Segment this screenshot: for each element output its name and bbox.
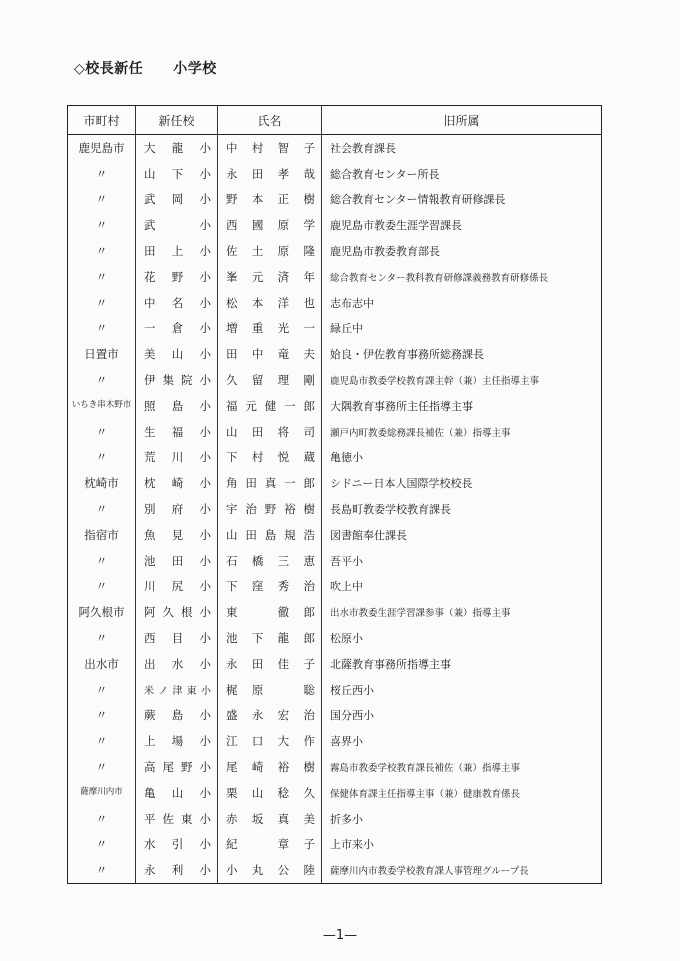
row-name: 宇治野裕樹 bbox=[218, 496, 322, 522]
row-city: 〃 bbox=[95, 166, 108, 181]
row-previous-post: 保健体育課主任指導主事（兼）健康教育係長 bbox=[322, 780, 602, 806]
row-previous-post: 薩摩川内市教委学校教育課人事管理グループ長 bbox=[322, 857, 602, 883]
row-previous-post: 折多小 bbox=[322, 806, 602, 832]
row-new-school: 魚見小 bbox=[136, 522, 218, 548]
row-name: 栗山稔久 bbox=[218, 780, 322, 806]
row-new-school: 山下小 bbox=[136, 161, 218, 187]
table-row bbox=[68, 857, 602, 883]
row-new-school: 阿久根小 bbox=[136, 599, 218, 625]
row-name: 永田佳子 bbox=[218, 651, 322, 677]
row-city: 〃 bbox=[95, 269, 108, 284]
row-new-school: 蕨島小 bbox=[136, 703, 218, 729]
row-new-school: 武岡小 bbox=[136, 187, 218, 213]
row-new-school: 米ノ津東小 bbox=[136, 677, 218, 703]
row-name: 峯元済年 bbox=[218, 264, 322, 290]
row-previous-post: 鹿児島市教委学校教育課主幹（兼）主任指導主事 bbox=[322, 367, 602, 393]
row-previous-post: 出水市教委生涯学習課参事（兼）指導主事 bbox=[322, 599, 602, 625]
table-row bbox=[68, 548, 602, 574]
row-previous-post: 上市来小 bbox=[322, 832, 602, 858]
row-new-school: 照島小 bbox=[136, 393, 218, 419]
row-city: 〃 bbox=[95, 579, 108, 594]
row-new-school: 枕崎小 bbox=[136, 470, 218, 496]
table-row bbox=[68, 754, 602, 780]
header-previous-post: 旧所属 bbox=[322, 106, 602, 135]
row-new-school: 美山小 bbox=[136, 341, 218, 367]
appointment-table bbox=[67, 105, 602, 884]
table-row bbox=[68, 625, 602, 651]
row-name: 紀 章子 bbox=[218, 832, 322, 858]
table-row bbox=[68, 419, 602, 445]
row-city: 〃 bbox=[95, 682, 108, 697]
table-row bbox=[68, 806, 602, 832]
row-city: 指宿市 bbox=[84, 527, 119, 542]
row-city: 〃 bbox=[95, 295, 108, 310]
row-new-school: 伊集院小 bbox=[136, 367, 218, 393]
row-previous-post: 大隅教育事務所主任指導主事 bbox=[322, 393, 602, 419]
row-new-school: 上場小 bbox=[136, 728, 218, 754]
table-row bbox=[68, 651, 602, 677]
table-row bbox=[68, 574, 602, 600]
header-city: 市町村 bbox=[68, 106, 136, 135]
row-city: 〃 bbox=[95, 244, 108, 259]
row-city: 枕崎市 bbox=[84, 476, 119, 491]
row-city: 〃 bbox=[95, 424, 108, 439]
table-body bbox=[68, 135, 602, 884]
row-previous-post: 吹上中 bbox=[322, 574, 602, 600]
row-new-school: 水引小 bbox=[136, 832, 218, 858]
page-heading bbox=[74, 58, 217, 78]
row-previous-post: 桜丘西小 bbox=[322, 677, 602, 703]
row-new-school: 平佐東小 bbox=[136, 806, 218, 832]
row-previous-post: 緑丘中 bbox=[322, 316, 602, 342]
table-row bbox=[68, 341, 602, 367]
table-row bbox=[68, 445, 602, 471]
row-previous-post: 図書館奉仕課長 bbox=[322, 522, 602, 548]
row-city: 〃 bbox=[95, 502, 108, 517]
row-city: 〃 bbox=[95, 450, 108, 465]
header-name: 氏名 bbox=[218, 106, 322, 135]
row-previous-post: 喜界小 bbox=[322, 728, 602, 754]
header-new-school: 新任校 bbox=[136, 106, 218, 135]
row-previous-post: 社会教育課長 bbox=[322, 135, 602, 161]
row-new-school: 川尻小 bbox=[136, 574, 218, 600]
row-previous-post: 総合教育センター所長 bbox=[322, 161, 602, 187]
row-previous-post: 松原小 bbox=[322, 625, 602, 651]
row-name: 池下龍郎 bbox=[218, 625, 322, 651]
row-previous-post: 総合教育センター情報教育研修課長 bbox=[322, 187, 602, 213]
row-name: 赤坂真美 bbox=[218, 806, 322, 832]
table-row bbox=[68, 161, 602, 187]
row-city: 阿久根市 bbox=[78, 605, 125, 620]
row-previous-post: 霧島市教委学校教育課長補佐（兼）指導主事 bbox=[322, 754, 602, 780]
row-name: 山田将司 bbox=[218, 419, 322, 445]
table-row bbox=[68, 832, 602, 858]
row-previous-post: 長島町教委学校教育課長 bbox=[322, 496, 602, 522]
row-city: 〃 bbox=[95, 734, 108, 749]
heading-title: ◇校長新任 bbox=[74, 61, 144, 77]
row-city: いちき串木野市 bbox=[71, 400, 132, 411]
row-name: 下村悦蔵 bbox=[218, 445, 322, 471]
row-city: 〃 bbox=[95, 218, 108, 233]
table-row bbox=[68, 238, 602, 264]
table-row bbox=[68, 728, 602, 754]
table-row bbox=[68, 522, 602, 548]
row-new-school: 亀山小 bbox=[136, 780, 218, 806]
table-row bbox=[68, 367, 602, 393]
page-number: —1— bbox=[322, 928, 358, 943]
row-new-school: 生福小 bbox=[136, 419, 218, 445]
row-city: 〃 bbox=[95, 192, 108, 207]
row-new-school: 武 小 bbox=[136, 212, 218, 238]
row-city: 〃 bbox=[95, 708, 108, 723]
row-new-school: 荒川小 bbox=[136, 445, 218, 471]
table-header-row bbox=[68, 106, 602, 135]
row-new-school: 別府小 bbox=[136, 496, 218, 522]
row-name: 松本洋也 bbox=[218, 290, 322, 316]
row-name: 下窪秀治 bbox=[218, 574, 322, 600]
row-city: 〃 bbox=[95, 321, 108, 336]
row-name: 福元健一郎 bbox=[218, 393, 322, 419]
row-city: 〃 bbox=[95, 811, 108, 826]
table-row bbox=[68, 677, 602, 703]
table-row bbox=[68, 290, 602, 316]
row-city: 〃 bbox=[95, 837, 108, 852]
row-city: 〃 bbox=[95, 863, 108, 878]
row-name: 小丸公陸 bbox=[218, 857, 322, 883]
row-new-school: 高尾野小 bbox=[136, 754, 218, 780]
row-previous-post: 総合教育センター教科教育研修課義務教育研修係長 bbox=[322, 264, 602, 290]
row-city: 〃 bbox=[95, 631, 108, 646]
row-name: 野本正樹 bbox=[218, 187, 322, 213]
row-city: 〃 bbox=[95, 760, 108, 775]
row-new-school: 出水小 bbox=[136, 651, 218, 677]
table-row bbox=[68, 703, 602, 729]
row-new-school: 中名小 bbox=[136, 290, 218, 316]
row-name: 尾崎裕樹 bbox=[218, 754, 322, 780]
row-name: 山田島規浩 bbox=[218, 522, 322, 548]
row-name: 佐土原隆 bbox=[218, 238, 322, 264]
table-row bbox=[68, 264, 602, 290]
row-new-school: 池田小 bbox=[136, 548, 218, 574]
row-name: 盛永宏治 bbox=[218, 703, 322, 729]
row-name: 梶原 聡 bbox=[218, 677, 322, 703]
row-previous-post: 亀徳小 bbox=[322, 445, 602, 471]
row-city: 鹿児島市 bbox=[78, 140, 125, 155]
row-name: 西國原学 bbox=[218, 212, 322, 238]
row-name: 増重光一 bbox=[218, 316, 322, 342]
row-name: 石橋三恵 bbox=[218, 548, 322, 574]
row-name: 久留理剛 bbox=[218, 367, 322, 393]
row-new-school: 永利小 bbox=[136, 857, 218, 883]
table-row bbox=[68, 780, 602, 806]
row-city: 出水市 bbox=[84, 656, 119, 671]
row-new-school: 大龍小 bbox=[136, 135, 218, 161]
row-name: 角田真一郎 bbox=[218, 470, 322, 496]
row-previous-post: 国分西小 bbox=[322, 703, 602, 729]
row-new-school: 花野小 bbox=[136, 264, 218, 290]
row-previous-post: 鹿児島市教委生涯学習課長 bbox=[322, 212, 602, 238]
row-previous-post: 姶良・伊佐教育事務所総務課長 bbox=[322, 341, 602, 367]
row-name: 永田孝哉 bbox=[218, 161, 322, 187]
row-name: 東 徹郎 bbox=[218, 599, 322, 625]
row-new-school: 一倉小 bbox=[136, 316, 218, 342]
row-city: 薩摩川内市 bbox=[80, 787, 123, 798]
row-previous-post: 吾平小 bbox=[322, 548, 602, 574]
row-previous-post: 志布志中 bbox=[322, 290, 602, 316]
row-previous-post: シドニー日本人国際学校校長 bbox=[322, 470, 602, 496]
row-city: 日置市 bbox=[84, 347, 119, 362]
table-row bbox=[68, 316, 602, 342]
table-row bbox=[68, 496, 602, 522]
row-previous-post: 北薩教育事務所指導主事 bbox=[322, 651, 602, 677]
row-name: 田中竜夫 bbox=[218, 341, 322, 367]
row-city: 〃 bbox=[95, 553, 108, 568]
row-previous-post: 鹿児島市教委教育部長 bbox=[322, 238, 602, 264]
row-name: 江口大作 bbox=[218, 728, 322, 754]
row-previous-post: 瀬戸内町教委総務課長補佐（兼）指導主事 bbox=[322, 419, 602, 445]
heading-category: 小学校 bbox=[173, 61, 217, 77]
table-row bbox=[68, 599, 602, 625]
row-new-school: 田上小 bbox=[136, 238, 218, 264]
table-row bbox=[68, 470, 602, 496]
row-name: 中村智子 bbox=[218, 135, 322, 161]
row-city: 〃 bbox=[95, 373, 108, 388]
table-row bbox=[68, 393, 602, 419]
table-row bbox=[68, 212, 602, 238]
table-row bbox=[68, 187, 602, 213]
table-row bbox=[68, 135, 602, 161]
row-new-school: 西目小 bbox=[136, 625, 218, 651]
